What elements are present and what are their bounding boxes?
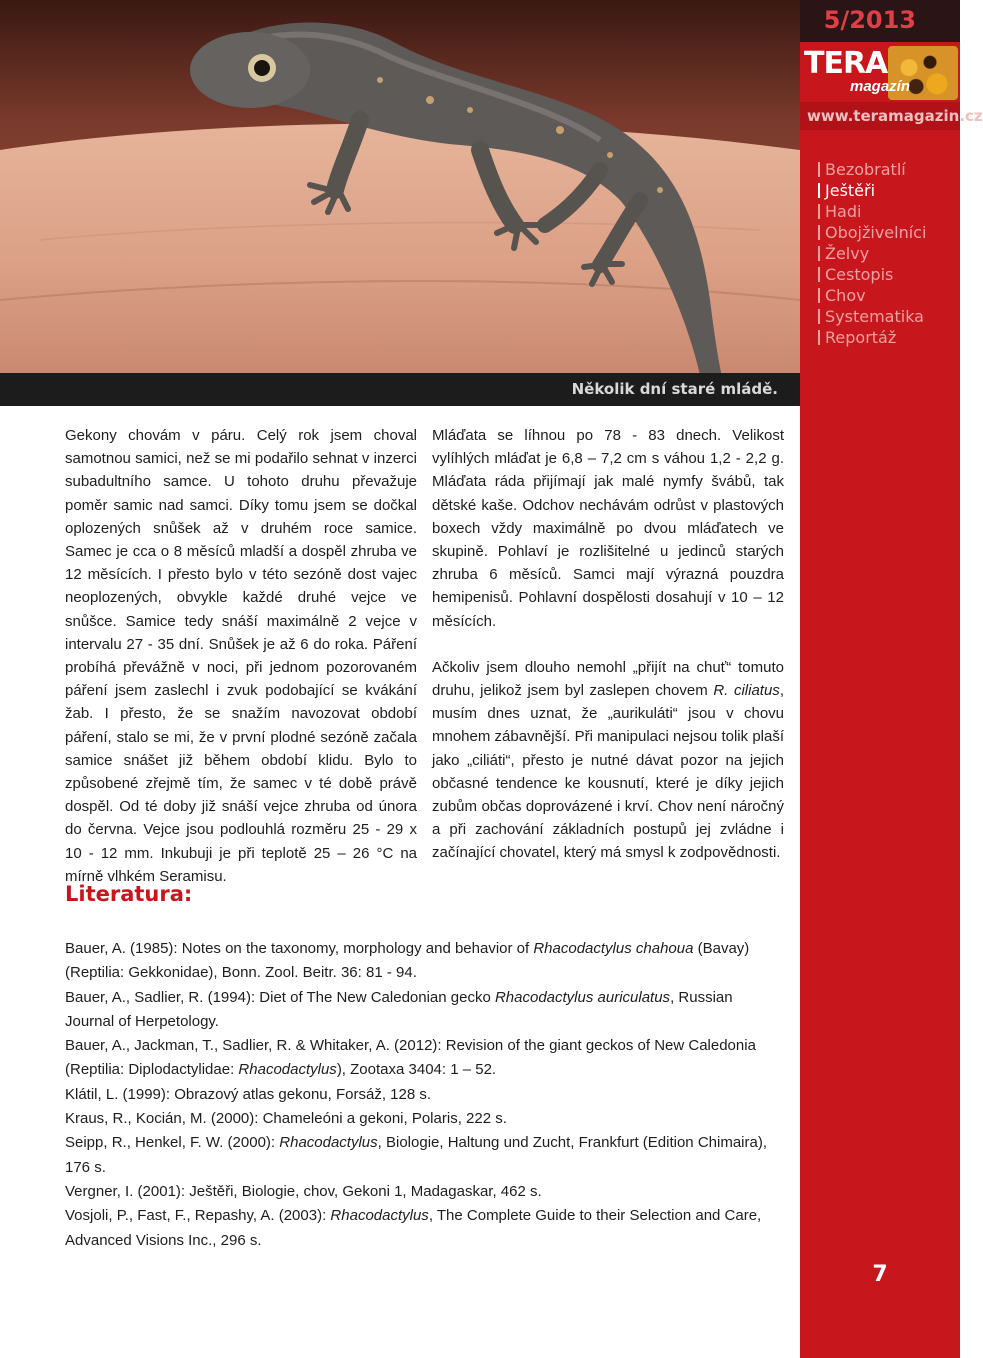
section-nav [818,159,926,348]
reference-item [65,1083,785,1107]
website-link[interactable]: www.teramagazin.cz [800,102,960,130]
nav-item-reportaz[interactable]: Reportáž [818,327,926,348]
issue-number: 5/2013 [800,0,960,42]
article-column-1 [65,424,417,888]
reference-list [65,937,785,1253]
nav-item-hadi[interactable]: Hadi [818,201,926,222]
reference-item [65,1180,785,1204]
text-run: Bauer, A. (1985): Notes on the taxonomy, morphology and behavior of [65,940,534,957]
taxon-name: Rhacodactylus [330,1207,429,1225]
reference-item [65,937,785,986]
text-run: Bauer, A., Jackman, T., Sadlier, R. & Whitaker, A. (2012): Revision of the giant geckos of New Caledonia (Reptilia: Diplodactylidae: [65,1037,756,1079]
logo-sub: magazín [850,78,911,95]
text-run: ), Zootaxa 3404: 1 – 52. [336,1061,497,1079]
text-run: Vosjoli, P., Fast, F., Repashy, A. (2003): [65,1207,331,1225]
nav-item-systematika[interactable]: Systematika [818,306,926,327]
gecko-photo [0,0,800,406]
logo-brand: TERA [804,46,888,81]
text-run: (Bavay) (Reptilia: Gekkonidae), Bonn. Zool. Beitr. 36: 81 - 94. [65,940,750,982]
column2-paragraph-1: Mláďata se líhnou po 78 - 83 dnech. Velikost vylíhlých mláďat je 6,8 – 7,2 cm s váhou 1,2 - 2,2 g. Mláďata ráda přijímají jak malé nymfy švábů, tak dětské kaše. Odchov nechávám odrůst v plastových boxech vždy maximálně po dvou mláďatech ve skupině. Pohlaví je rozlišitelné u jedinců starých zhruba 6 měsíců. Samci mají výrazná pouzdra hemipenisů. Pohlavní dospělosti dosahují v 10 – 12 měsících. [432,427,784,630]
column2-paragraph-2 [432,656,784,865]
text-run: , Biologie, Haltung und Zucht, Frankfurt (Edition Chimaira), 176 s. [65,1134,767,1176]
taxon-name: Rhacodactylus chahoua [533,940,694,957]
taxon-name: Rhacodactylus [279,1134,378,1152]
text-run: , Russian Journal of Herpetology. [65,988,733,1030]
literature-heading: Literatura: [65,882,193,906]
text-run: Ačkoliv jsem dlouho nemohl „přijít na chuť“ tomuto druhu, jelikož jsem byl zaslepen chovem [432,658,784,700]
text-run: Kraus, R., Kocián, M. (2000): Chameleóni a gekoni, Polaris, 222 s. [65,1110,507,1128]
page-number: 7 [872,1262,888,1287]
text-run: Seipp, R., Henkel, F. W. (2000): [65,1134,280,1152]
column1-paragraph: Gekony chovám v páru. Celý rok jsem choval samotnou samici, než se mi podařilo sehnat v inzerci subadultního samce. U tohoto druhu převažuje poměr samic nad samci. Díky tomu jsem se dočkal oplozených snůšek až v druhém roce samice. Samec je cca o 8 měsíců mladší a dospěl zhruba ve 12 měsících. I přesto bylo v této sezóně dost vajec neoplozených, obvykle každé druhé vejce ve snůšce. Samice tedy snáší maximálně 2 vejce v intervalu 27 - 35 dní. Snůšek je až 6 do roka. Páření probíhá převážně v noci, při jednom pozorovaném páření jsem zaslechl i zvuk podobající se kvákání žab. I přesto, že se snažím navozovat období páření, stalo se mi, že v první plodné sezóně začala samice snášet již během období klidu. Bylo to způsobené zřejmě tím, že samec v té době právě dospěl. Od té doby již snáší vejce zhruba od února do června. Vejce jsou podlouhlá rozměru 25 - 29 x 10 - 12 mm. Inkubuji je při teplotě 25 – 26 °C na mírně vlhkém Seramisu. [65,427,417,885]
reference-item [65,986,785,1035]
taxon-name: Rhacodactylus auriculatus [494,988,671,1006]
photo-caption: Několik dní staré mládě. [571,380,778,398]
text-run: , The Complete Guide to their Selection and Care, Advanced Visions Inc., 296 s. [65,1207,762,1249]
tera-logo[interactable] [800,42,960,102]
article-column-2 [432,424,784,865]
reference-item [65,1107,785,1131]
gecko-photo-art [0,0,800,406]
reference-item [65,1131,785,1180]
taxon-name: Rhacodactylus [238,1061,337,1079]
nav-item-jesteri[interactable]: Ještěři [818,180,926,201]
nav-item-obojzivelnici[interactable]: Obojživelníci [818,222,926,243]
text-run: Bauer, A., Sadlier, R. (1994): Diet of The New Caledonian gecko [65,988,495,1006]
nav-item-bezobratli[interactable]: Bezobratlí [818,159,926,180]
text-run: Vergner, I. (2001): Ještěři, Biologie, chov, Gekoni 1, Madagaskar, 462 s. [65,1182,542,1200]
nav-item-zelvy[interactable]: Želvy [818,243,926,264]
reference-item [65,1204,785,1253]
text-run: Klátil, L. (1999): Obrazový atlas gekonu, Forsáž, 128 s. [65,1085,432,1103]
text-run: , musím dnes uznat, že „aurikuláti“ jsou v chovu mnohem zábavnější. Při manipulaci nejsou tolik plaší jako „ciliáti“, přesto je nutné dávat pozor na jejich občasné tendence ke kousnutí, které je díky jejich zubům občas doprovázené i krví. Chov není náročný a při zachování základních postupů jej zvládne i začínající chovatel, který má smysl k zodpovědnosti. [432,682,784,862]
nav-item-cestopis[interactable]: Cestopis [818,264,926,285]
nav-item-chov[interactable]: Chov [818,285,926,306]
reference-item [65,1034,785,1083]
species-name: R. ciliatus [713,682,780,700]
